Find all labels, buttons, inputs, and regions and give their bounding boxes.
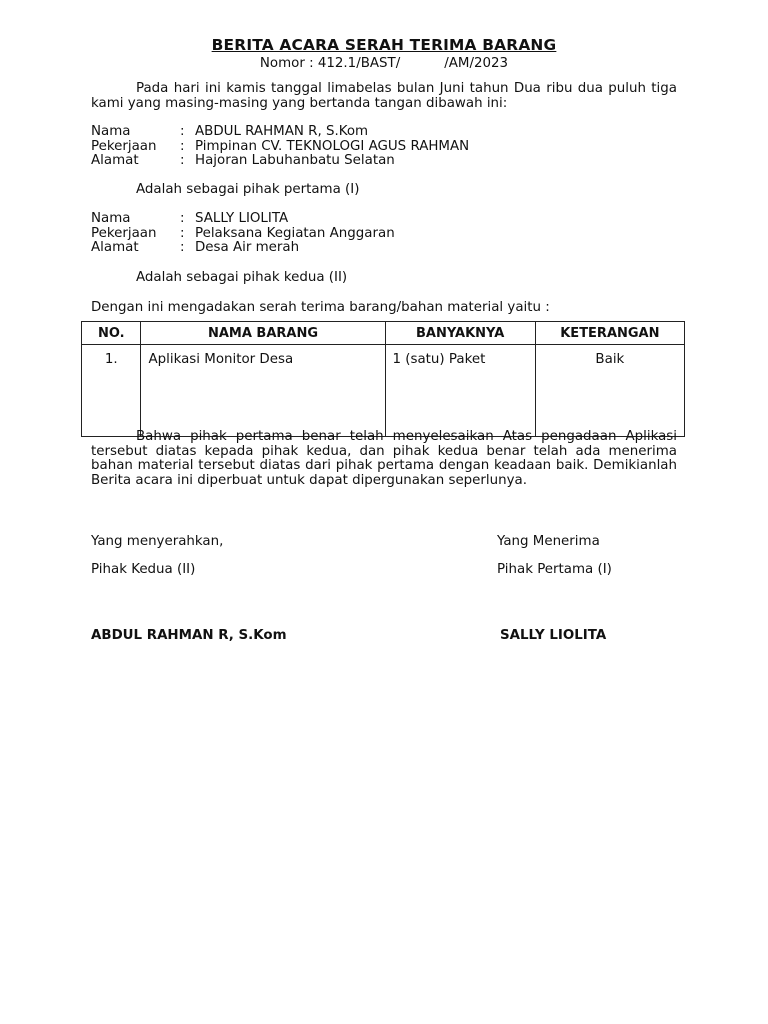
- field-value: ABDUL RAHMAN R, S.Kom: [195, 124, 369, 140]
- field-label: Nama: [91, 211, 131, 227]
- cell-remarks: Baik: [535, 345, 684, 437]
- left-signature-name: ABDUL RAHMAN R, S.Kom: [91, 628, 287, 643]
- document-number: [91, 56, 677, 72]
- field-label: Alamat: [91, 240, 139, 256]
- left-signature-label: Yang menyerahkan,: [91, 534, 224, 549]
- header-remarks: KETERANGAN: [535, 322, 684, 345]
- header-quantity: BANYAKNYA: [385, 322, 535, 345]
- first-party-identity: [91, 125, 677, 168]
- right-signature-role: Pihak Pertama (I): [497, 562, 612, 577]
- intro-paragraph: Pada hari ini kamis tanggal limabelas bulan Juni tahun Dua ribu dua puluh tiga kami yang masing-masing yang bertanda tangan dibawah ini:: [91, 81, 677, 111]
- closing-section: [91, 430, 677, 488]
- second-party-job-row: [91, 227, 677, 241]
- field-value: Hajoran Labuhanbatu Selatan: [195, 153, 395, 168]
- document-number-prefix: Nomor : 412.1/BAST/: [259, 56, 401, 71]
- header-item-name: NAMA BARANG: [141, 322, 385, 345]
- closing-paragraph: Bahwa pihak pertama benar telah menyelesaikan Atas pengadaan Aplikasi tersebut diatas kepada pihak kedua, dan pihak kedua benar telah ada menerima bahan material tersebut diatas dari pihak pertama dengan keadaan baik. Demikianlah Berita acara ini diperbuat untuk dapat dipergunakan seperlunya.: [91, 429, 677, 488]
- field-value: Desa Air merah: [195, 240, 300, 256]
- right-signature-name: SALLY LIOLITA: [500, 628, 607, 643]
- second-party-identity: [91, 212, 677, 255]
- second-party-name-row: [91, 212, 677, 226]
- table-row: [82, 345, 685, 437]
- field-separator: :: [180, 240, 185, 256]
- field-value: Pelaksana Kegiatan Anggaran: [195, 225, 395, 241]
- left-signature-role: Pihak Kedua (II): [91, 562, 196, 577]
- field-separator: :: [180, 124, 185, 140]
- field-separator: :: [180, 225, 185, 241]
- table-header-row: [82, 322, 685, 345]
- header-no: NO.: [82, 322, 141, 345]
- field-separator: :: [180, 138, 185, 154]
- items-table: [81, 321, 685, 437]
- document-body: [91, 36, 677, 316]
- field-label: Alamat: [91, 153, 139, 168]
- cell-quantity: 1 (satu) Paket: [385, 345, 535, 437]
- cell-no: 1.: [82, 345, 141, 437]
- field-label: Pekerjaan: [91, 138, 157, 154]
- document-number-suffix: /AM/2023: [444, 56, 509, 71]
- document-title: BERITA ACARA SERAH TERIMA BARANG: [211, 36, 557, 54]
- right-signature-label: Yang Menerima: [497, 534, 600, 549]
- field-label: Pekerjaan: [91, 225, 157, 241]
- first-party-name-row: [91, 125, 677, 139]
- second-party-address-row: [91, 241, 677, 255]
- field-separator: :: [180, 211, 185, 227]
- field-separator: :: [180, 153, 185, 168]
- first-party-address-row: [91, 154, 677, 168]
- field-value: Pimpinan CV. TEKNOLOGI AGUS RAHMAN: [195, 138, 470, 154]
- cell-item-name: Aplikasi Monitor Desa: [141, 345, 385, 437]
- field-label: Nama: [91, 124, 131, 140]
- field-value: SALLY LIOLITA: [195, 211, 289, 227]
- first-party-job-row: [91, 140, 677, 154]
- first-party-role: Adalah sebagai pihak pertama (I): [136, 182, 360, 198]
- handover-lead: Dengan ini mengadakan serah terima barang/bahan material yaitu :: [91, 299, 550, 315]
- second-party-role: Adalah sebagai pihak kedua (II): [136, 269, 348, 285]
